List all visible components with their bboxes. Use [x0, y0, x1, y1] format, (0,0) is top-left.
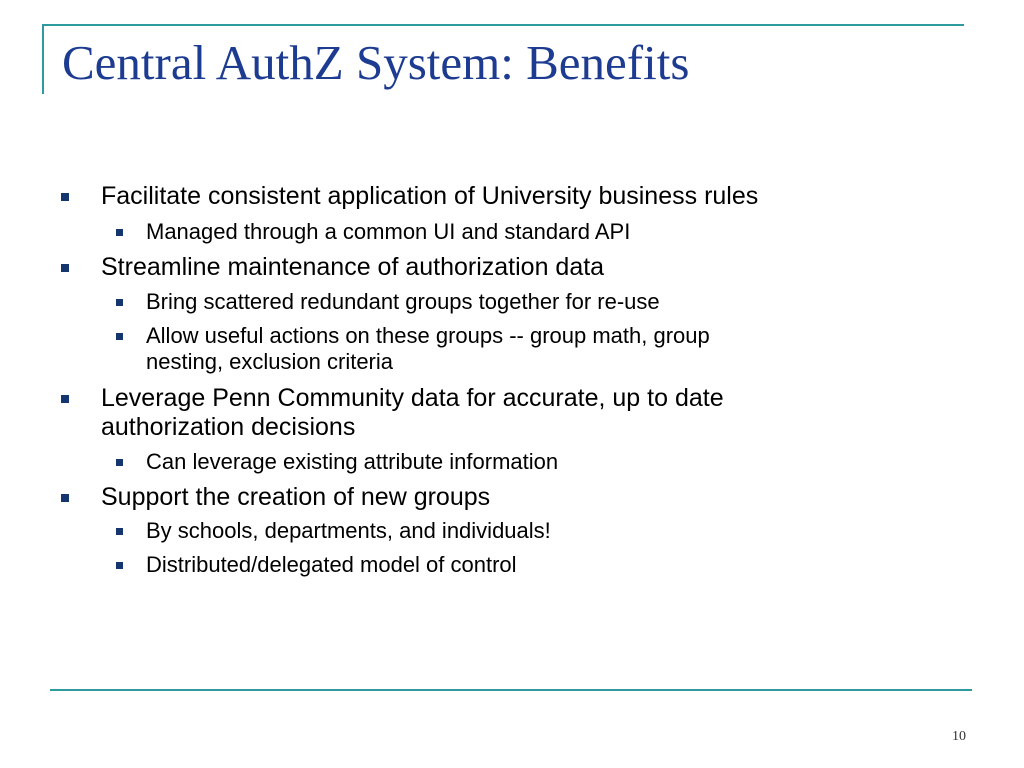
bullet-text: Streamline maintenance of authorization data [101, 253, 605, 281]
top-rule [44, 24, 964, 26]
sub-bullet-item [146, 289, 660, 315]
page-number: 10 [952, 729, 966, 744]
square-bullet-icon [116, 459, 123, 466]
square-bullet-icon [116, 299, 123, 306]
sub-bullet-text: Distributed/delegated model of control [146, 552, 517, 577]
square-bullet-icon [61, 395, 69, 403]
sub-bullet-item [146, 449, 558, 475]
bullet-text: Support the creation of new groups [101, 483, 491, 511]
left-rule [42, 24, 44, 94]
bottom-rule [50, 689, 972, 691]
bullet-text-line-1: Leverage Penn Community data for accurate, up to date [101, 384, 724, 412]
square-bullet-icon [61, 264, 69, 272]
sub-bullet-item [146, 518, 551, 544]
bullet-item [101, 384, 724, 442]
sub-bullet-item [146, 219, 630, 245]
sub-bullet-text: Bring scattered redundant groups together for re-use [146, 289, 660, 314]
sub-bullet-item [146, 323, 710, 375]
square-bullet-icon [61, 193, 69, 201]
square-bullet-icon [116, 562, 123, 569]
bullet-item [101, 182, 758, 211]
square-bullet-icon [116, 333, 123, 340]
square-bullet-icon [61, 494, 69, 502]
sub-bullet-text: Can leverage existing attribute information [146, 449, 559, 474]
sub-bullet-text: Managed through a common UI and standard API [146, 219, 631, 244]
sub-bullet-text: By schools, departments, and individuals! [146, 518, 551, 543]
bullet-item [101, 253, 604, 282]
square-bullet-icon [116, 229, 123, 236]
sub-bullet-item [146, 552, 517, 578]
bullet-text-line-2: authorization decisions [101, 413, 356, 441]
square-bullet-icon [116, 528, 123, 535]
slide-title: Central AuthZ System: Benefits [62, 35, 690, 90]
bullet-item [101, 483, 490, 512]
bullet-text: Facilitate consistent application of University business rules [101, 182, 759, 210]
sub-bullet-text-line-1: Allow useful actions on these groups -- group math, group [146, 323, 710, 348]
sub-bullet-text-line-2: nesting, exclusion criteria [146, 349, 394, 374]
